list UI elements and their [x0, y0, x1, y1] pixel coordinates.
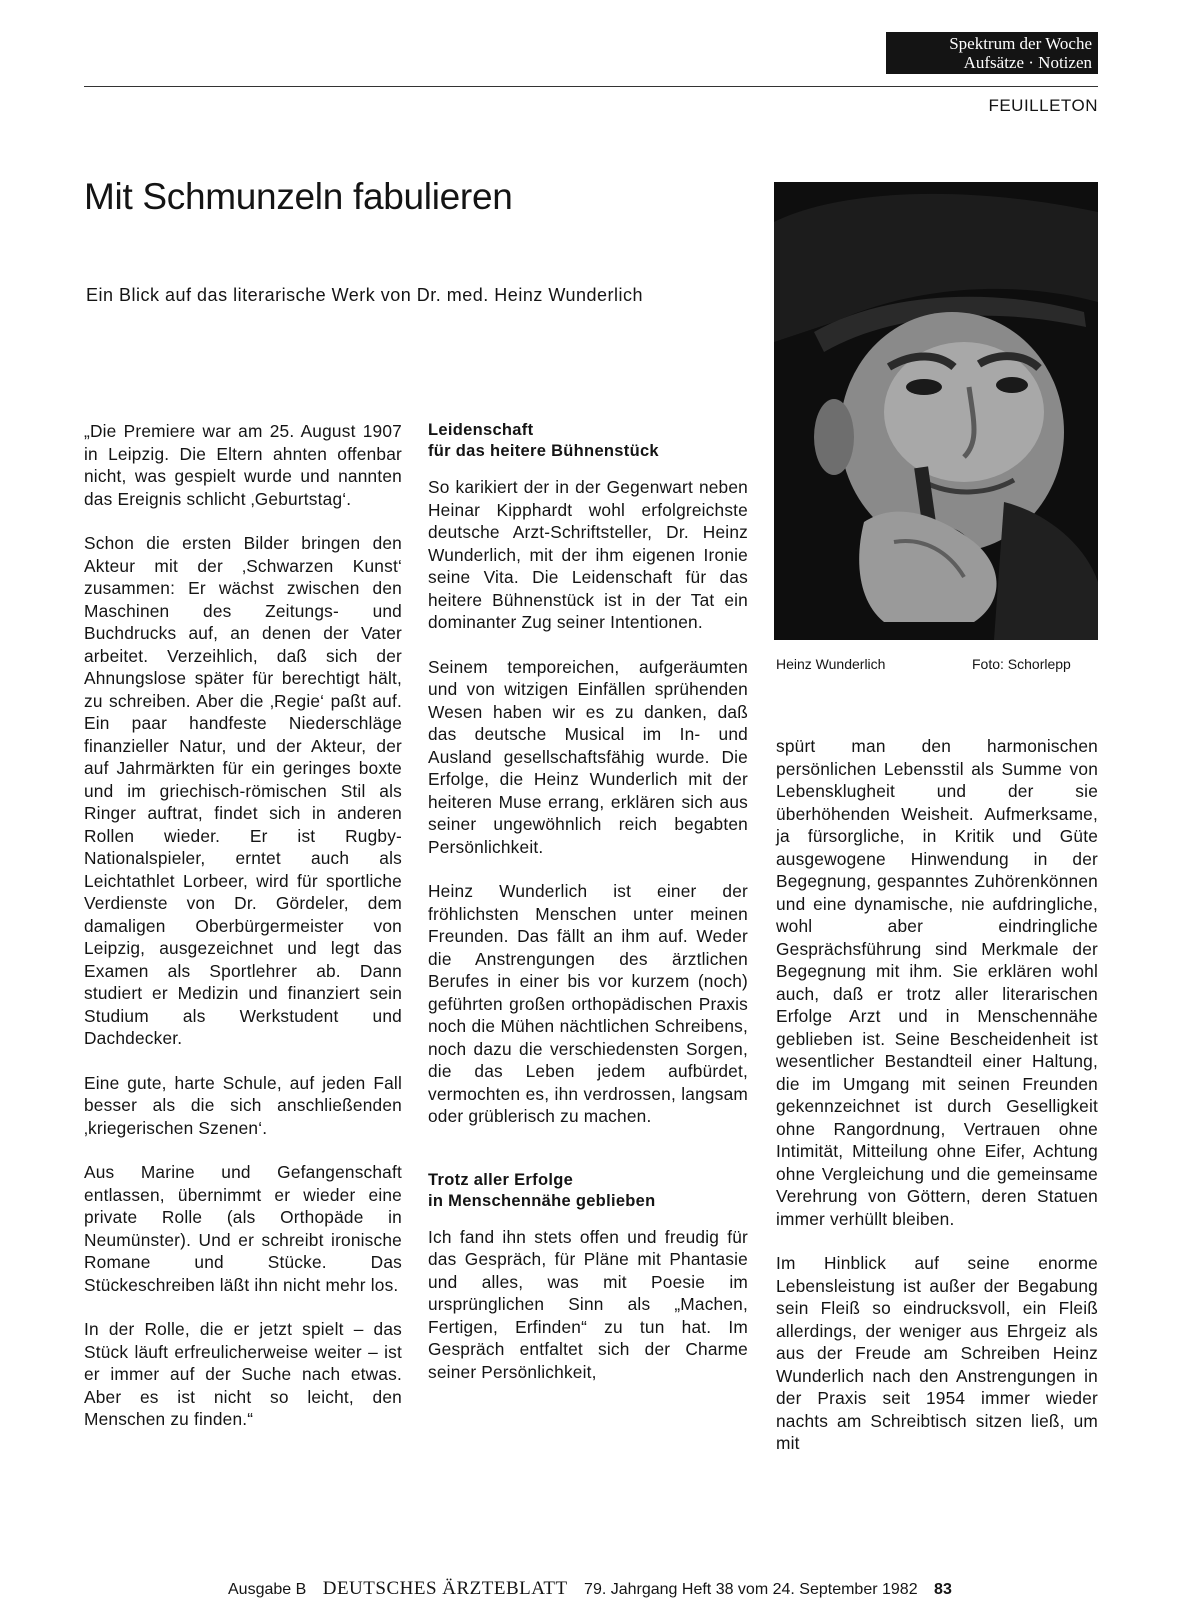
portrait-photo: [774, 182, 1098, 640]
footer-masthead: DEUTSCHES ÄRZTEBLATT: [322, 1578, 568, 1599]
paragraph: Eine gute, harte Schule, auf jeden Fall besser als die sich anschließenden ‚kriegerischen Szenen‘.: [84, 1072, 402, 1138]
column-2: [428, 420, 748, 1383]
photo-caption: Heinz Wunderlich: [776, 656, 886, 672]
portrait-illustration: [774, 182, 1098, 640]
paragraph: Aus Marine und Gefangenschaft entlassen, übernimmt er wieder eine private Rolle (als Orthopäde in Neumünster). Und er schreibt ironische Romane und Stücke. Das Stückeschreiben läßt ihn nicht mehr los.: [84, 1162, 402, 1295]
paragraph: Seinem temporeichen, aufgeräumten und von witzigen Einfällen sprühenden Wesen haben wir es zu danken, daß das deutsche Musical im In- und Ausland gesellschaftsfähig wurde. Die Erfolge, die Heinz Wunderlich mit der heiteren Muse errang, erklären sich aus seiner ungewöhnlich reich begabten Persönlichkeit.: [428, 656, 748, 857]
subheading-2: [428, 1170, 748, 1212]
header-rule: [84, 86, 1098, 87]
subheading-1-line-1: Leidenschaft: [428, 421, 534, 439]
photo-credit: Foto: Schorlepp: [972, 656, 1071, 672]
paragraph: Im Hinblick auf seine enorme Lebensleistung ist außer der Begabung sein Fleiß so eindrucksvoll, ein Fleiß allerdings, der weniger aus Ehrgeiz als aus der Freude am Schreiben Heinz Wunderlich nach den Anstrengungen in der Praxis seit 1954 immer wieder nachts am Schreibtisch sitzen ließ, um mit: [776, 1253, 1098, 1453]
paragraph: spürt man den harmonischen persönlichen Lebensstil als Summe von Lebensklugheit und der sie überhöhenden Weisheit. Aufmerksame, ja fürsorgliche, in Kritik und Güte ausgewogene Hinwendung in der Begegnung, gespanntes Zuhörenkönnen und eine dynamische, nie aufdringliche, wohl aber eindringliche Gesprächsführung sind Merkmale der Begegnung mit ihm. Sie erklären wohl auch, daß er trotz aller literarischen Erfolge Arzt und in Menschennähe geblieben ist. Seine Bescheidenheit ist wesentlicher Bestandteil einer Haltung, die im Umgang mit seinen Freunden gekennzeichnet ist durch Geselligkeit ohne Rangordnung, Vertrauen ohne Intimität, Mitteilung ohne Eifer, Achtung ohne Vergleichung und die gemeinsame Verehrung von Göttern, deren Statuen immer verhüllt bleiben.: [776, 736, 1098, 1229]
column-1: [84, 420, 402, 1431]
footer-issue: 79. Jahrgang Heft 38 vom 24. September 1982: [584, 1581, 918, 1598]
badge-line-1: Spektrum der Woche: [949, 34, 1092, 53]
paragraph: Schon die ersten Bilder bringen den Akteur mit der ‚Schwarzen Kunst‘ zusammen: Er wächst zwischen den Maschinen des Zeitungs- und Buchdrucks auf, an denen der Vater arbeitet. Verzeihlich, daß sich der Ahnungslose später für berechtigt hält, zu schreiben. Aber die ‚Regie‘ paßt auf. Ein paar handfeste Niederschläge finanzieller Natur, und der Akteur, der auf Jahrmärkten für ein geringes boxte und im griechisch-römischen Stil als Ringer auftrat, findet sich in anderen Rollen wieder. Er ist Rugby-Nationalspieler, erntet auch als Leichtathlet Lorbeer, wird für sportliche Verdienste von Dr. Gördeler, dem damaligen Oberbürgermeister von Leipzig, ausgezeichnet und legt das Examen als Sportlehrer ab. Dann studiert er Medizin und finanziert sein Studium als Werkstudent und Dachdecker.: [84, 533, 402, 1048]
section-label: FEUILLETON: [988, 96, 1098, 115]
subheading-2-line-1: Trotz aller Erfolge: [428, 1170, 574, 1189]
paragraph: Ich fand ihn stets offen und freudig für das Gespräch, für Pläne mit Phantasie und alles, was mit Poesie im ursprünglichen Sinn als „Machen, Fertigen, Erfinden“ zu tun hat. Im Gespräch entfaltet sich der Charme seiner Persönlichkeit,: [428, 1226, 748, 1382]
page-footer: [228, 1578, 952, 1600]
section-badge: [886, 32, 1098, 74]
article-subtitle: Ein Blick auf das literarische Werk von Dr. med. Heinz Wunderlich: [86, 285, 644, 305]
paragraph: In der Rolle, die er jetzt spielt – das Stück läuft erfreulicherweise weiter – ist er immer auf der Suche nach etwas. Aber es ist nicht so leicht, den Menschen zu finden.“: [84, 1319, 402, 1429]
paragraph: Heinz Wunderlich ist einer der fröhlichsten Menschen unter meinen Freunden. Das fällt an ihm auf. Weder die Anstrengungen des ärztlichen Berufes in einer bis vor kurzem (noch) geführten großen orthopädischen Praxis noch die Mühen nächtlichen Schreibens, noch dazu die verschiedensten Sorgen, die das Leben jedem aufbürdet, vermochten es, ihn verdrossen, langsam oder grüblerisch zu machen.: [428, 881, 748, 1126]
subheading-1: [428, 420, 748, 462]
page-number: 83: [934, 1581, 952, 1598]
article-title: Mit Schmunzeln fabulieren: [84, 176, 513, 217]
badge-line-2: Aufsätze · Notizen: [963, 53, 1092, 72]
subheading-2-line-2: in Menschennähe geblieben: [428, 1191, 656, 1210]
column-3: [776, 735, 1098, 1455]
footer-edition: Ausgabe B: [228, 1581, 307, 1598]
paragraph: „Die Premiere war am 25. August 1907 in Leipzig. Die Eltern ahnten offenbar nicht, was gespielt wurde und nannten das Ereignis schlicht ‚Geburtstag‘.: [84, 421, 402, 509]
paragraph: So karikiert der in der Gegenwart neben Heinar Kipphardt wohl erfolgreichste deutsche Arzt-Schriftsteller, Dr. Heinz Wunderlich, mit der ihm eigenen Ironie seine Vita. Die Leidenschaft für das heitere Bühnenstück ist in der Tat ein dominanter Zug seiner Intentionen.: [428, 477, 748, 632]
subheading-1-line-2: für das heitere Bühnenstück: [428, 442, 659, 460]
